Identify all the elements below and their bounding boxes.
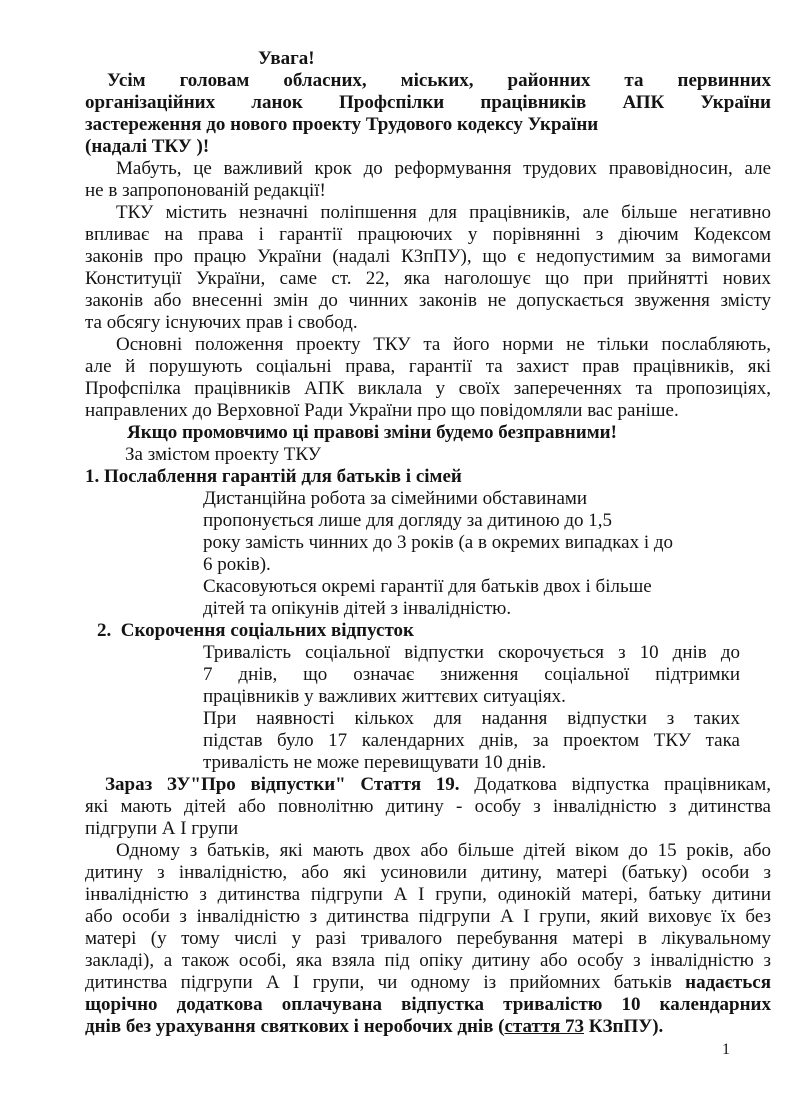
text-line [85, 1016, 771, 1038]
text-line [85, 950, 771, 972]
text-line [85, 554, 771, 576]
text-segment: пропонується лише для догляду за дитиною до 1,5 [203, 510, 613, 531]
text-segment: дитинства підгрупи А І групи, чи одному із прийомних батьків [85, 972, 686, 993]
text-segment: не в запропонованій редакції! [85, 180, 326, 201]
text-line [85, 576, 771, 598]
text-line [85, 708, 771, 730]
text-line [85, 180, 771, 202]
text-segment: підгрупи А І групи [85, 818, 239, 839]
text-segment: (надалі ТКУ )! [85, 136, 210, 157]
warning-line [85, 422, 771, 444]
text-segment: ТКУ містить незначні поліпшення для працівників, але більше негативно [116, 202, 771, 223]
text-line [85, 202, 771, 224]
text-segment: 6 років). [203, 554, 271, 575]
text-segment: але й порушують соціальні права, гарантії та захист прав працівників, які [85, 356, 771, 377]
text-segment: При наявності кількох для надання відпустки з таких [203, 708, 740, 729]
text-segment: матері (у тому числі у разі тривалого перебування матері в лікувальному [85, 928, 771, 949]
section-2-heading [85, 620, 771, 642]
text-segment: 7 днів, що означає зниження соціальної підтримки [203, 664, 740, 685]
text-segment: 1. Послаблення гарантій для батьків і сімей [85, 466, 462, 487]
text-line [85, 224, 771, 246]
address-line [85, 70, 771, 92]
text-line [85, 290, 771, 312]
text-line [85, 686, 771, 708]
text-segment: Профспілка працівників АПК виклала у своїх запереченнях та пропозиціях, [85, 378, 771, 399]
attention-heading [85, 48, 771, 70]
text-line [85, 818, 771, 840]
text-segment: За змістом проекту ТКУ [125, 444, 322, 465]
text-line [85, 642, 771, 664]
text-line [85, 510, 771, 532]
text-line [85, 378, 771, 400]
text-line [85, 598, 771, 620]
text-line [85, 334, 771, 356]
text-line [85, 906, 771, 928]
text-line [85, 774, 771, 796]
text-line [85, 752, 771, 774]
page-number: 1 [722, 1041, 730, 1058]
text-segment: щорічно додаткова оплачувана відпустка тривалістю 10 календарних [85, 994, 771, 1015]
text-segment: надається [685, 972, 771, 993]
text-line [85, 730, 771, 752]
address-line [85, 92, 771, 114]
text-segment: Конституції України, саме ст. 22, яка наголошує що при прийнятті нових [85, 268, 771, 289]
text-segment: Скасовуються окремі гарантії для батьків двох і більше [203, 576, 652, 597]
text-segment: які мають дітей або повнолітню дитину - особу з інвалідністю з дитинства [85, 796, 771, 817]
text-segment: законів або внесенні змін до чинних законів не допускається звуження змісту [85, 290, 771, 311]
text-segment: Додаткова відпустка працівникам, [474, 774, 771, 795]
text-segment: закладі), а також особі, яка взяла під опіку дитину або особу з інвалідністю з [85, 950, 771, 971]
text-line [85, 994, 771, 1016]
text-segment: або особи з інвалідністю з дитинства підгрупи А І групи, який виховує їх без [85, 906, 771, 927]
text-segment: 2. Скорочення соціальних відпусток [97, 620, 414, 641]
text-segment: Одному з батьків, які мають двох або більше дітей віком до 15 років, або [116, 840, 771, 861]
text-segment: Зараз ЗУ"Про відпустки" Стаття 19. [105, 774, 475, 795]
text-segment: та обсягу існуючих прав і свобод. [85, 312, 358, 333]
text-segment: інвалідністю з дитинства підгрупи А І групи, одинокій матері, батьку дитини [85, 884, 771, 905]
text-line [85, 400, 771, 422]
text-segment: організаційних ланок Профспілки працівників АПК України [85, 92, 771, 113]
text-line [85, 488, 771, 510]
text-line [85, 862, 771, 884]
text-segment: застереження до нового проекту Трудового кодексу України [85, 114, 599, 135]
text-segment: дитину з інвалідністю, або які усиновили дитину, матері (батьку) особи з [85, 862, 771, 883]
text-segment: Основні положення проекту ТКУ та його норми не тільки послабляють, [116, 334, 771, 355]
text-segment: Дистанційна робота за сімейними обставинами [203, 488, 588, 509]
text-line [85, 796, 771, 818]
text-segment: впливає на права і гарантії працюючих у порівнянні з діючим Кодексом [85, 224, 771, 245]
text-line [85, 246, 771, 268]
text-segment: стаття 73 [504, 1016, 584, 1037]
text-segment: Мабуть, це важливий крок до реформування трудових правовідносин, але [116, 158, 771, 179]
text-line [85, 158, 771, 180]
text-segment: Тривалість соціальної відпустки скорочується з 10 днів до [203, 642, 740, 663]
text-segment: Якщо промовчимо ці правові зміни будемо безправними! [127, 422, 617, 443]
text-segment: направлених до Верховної Ради України про що повідомляли вас раніше. [85, 400, 679, 421]
text-segment: року замість чинних до 3 років (а в окремих випадках і до [203, 532, 674, 553]
text-segment: підстав було 17 календарних днів, за проектом ТКУ така [203, 730, 740, 751]
text-line [85, 532, 771, 554]
text-segment: КЗпПУ). [583, 1016, 664, 1037]
text-line [85, 312, 771, 334]
text-segment: днів без урахування святкових і неробочих днів ( [85, 1016, 505, 1037]
section-1-heading [85, 466, 771, 488]
text-line [85, 268, 771, 290]
text-line [85, 840, 771, 862]
text-segment: Увага! [258, 48, 315, 69]
text-segment: Усім головам обласних, міських, районних та первинних [107, 70, 771, 91]
text-line [85, 972, 771, 994]
text-line [85, 928, 771, 950]
address-line [85, 114, 771, 136]
text-line [85, 356, 771, 378]
text-line [85, 664, 771, 686]
text-segment: працівників у важливих життєвих ситуаціях. [203, 686, 566, 707]
address-line [85, 136, 771, 158]
document-body [85, 48, 771, 1038]
text-line [85, 884, 771, 906]
text-segment: законів про працю України (надалі КЗпПУ), що є недопустимим за вимогами [85, 246, 771, 267]
text-segment: дітей та опікунів дітей з інвалідністю. [203, 598, 512, 619]
text-segment: тривалість не може перевищувати 10 днів. [203, 752, 547, 773]
text-line [85, 444, 771, 466]
